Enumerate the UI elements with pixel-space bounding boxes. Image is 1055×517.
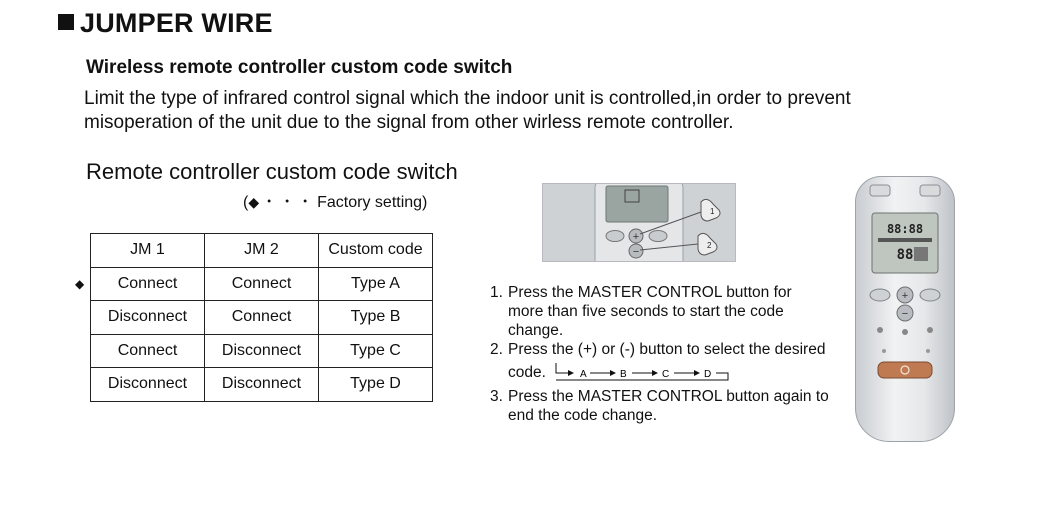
table-cell: Connect [205, 301, 319, 335]
table-cell: Connect [205, 267, 319, 301]
header-custom-code: Custom code [319, 234, 433, 268]
sequence-b: B [620, 369, 627, 380]
square-bullet-icon [58, 14, 74, 30]
minus-button-icon: − [632, 246, 640, 258]
factory-row-marker-icon: ◆ [75, 277, 85, 291]
table-cell: Disconnect [205, 368, 319, 402]
header-jm1: JM 1 [91, 234, 205, 268]
page-title: JUMPER WIRE [58, 8, 273, 39]
table-cell: Type C [319, 334, 433, 368]
remote-minus-icon: − [901, 308, 909, 320]
factory-setting-note: (◆ ・・・ Factory setting) [243, 194, 428, 211]
code-change-steps [490, 283, 830, 425]
step-3: 3. Press the MASTER CONTROL button again to end the code change. [490, 388, 829, 424]
custom-code-table [90, 233, 433, 402]
table-cell: Disconnect [91, 368, 205, 402]
display-top-digits: 88:88 [886, 222, 924, 236]
table-cell: Disconnect [205, 334, 319, 368]
table-cell: Disconnect [91, 301, 205, 335]
header-jm2: JM 2 [205, 234, 319, 268]
table-cell: Type D [319, 368, 433, 402]
sequence-a: A [580, 369, 587, 380]
table-cell: Connect [91, 334, 205, 368]
hand-label-2: 2 [707, 241, 712, 250]
step-2: 2. Press the (+) or (-) button to select the desired code. A B C D [490, 341, 826, 381]
diamond-marker-icon: ◆ [248, 194, 260, 210]
remote-plus-icon: + [901, 290, 909, 302]
table-row [91, 267, 433, 301]
table-row [91, 334, 433, 368]
table-cell: Type A [319, 267, 433, 301]
display-bottom-digits: 88 [896, 247, 914, 263]
sequence-c: C [662, 369, 670, 380]
step-1: 1. Press the MASTER CONTROL button for more than five seconds to start the code change. [490, 284, 792, 339]
table-cell: Type B [319, 301, 433, 335]
remote-controller-image [855, 176, 955, 442]
remote-closeup-drawing [543, 184, 735, 261]
sequence-d: D [704, 369, 712, 380]
hand-label-1: 1 [710, 207, 715, 216]
table-row [91, 301, 433, 335]
table-row [91, 368, 433, 402]
table-header-row [91, 234, 433, 268]
plus-button-icon: + [632, 231, 640, 243]
section-subtitle: Wireless remote controller custom code switch [86, 57, 513, 78]
remote-controller-drawing [856, 177, 954, 441]
table-cell: Connect [91, 267, 205, 301]
section-description: Limit the type of infrared control signal which the indoor unit is controlled,in order to prevent misoperation of the unit due to the signal from other wirless remote controller. [84, 88, 851, 133]
code-sequence-diagram [554, 359, 734, 381]
switch-title: Remote controller custom code switch [86, 159, 458, 184]
remote-closeup-image [542, 183, 736, 262]
